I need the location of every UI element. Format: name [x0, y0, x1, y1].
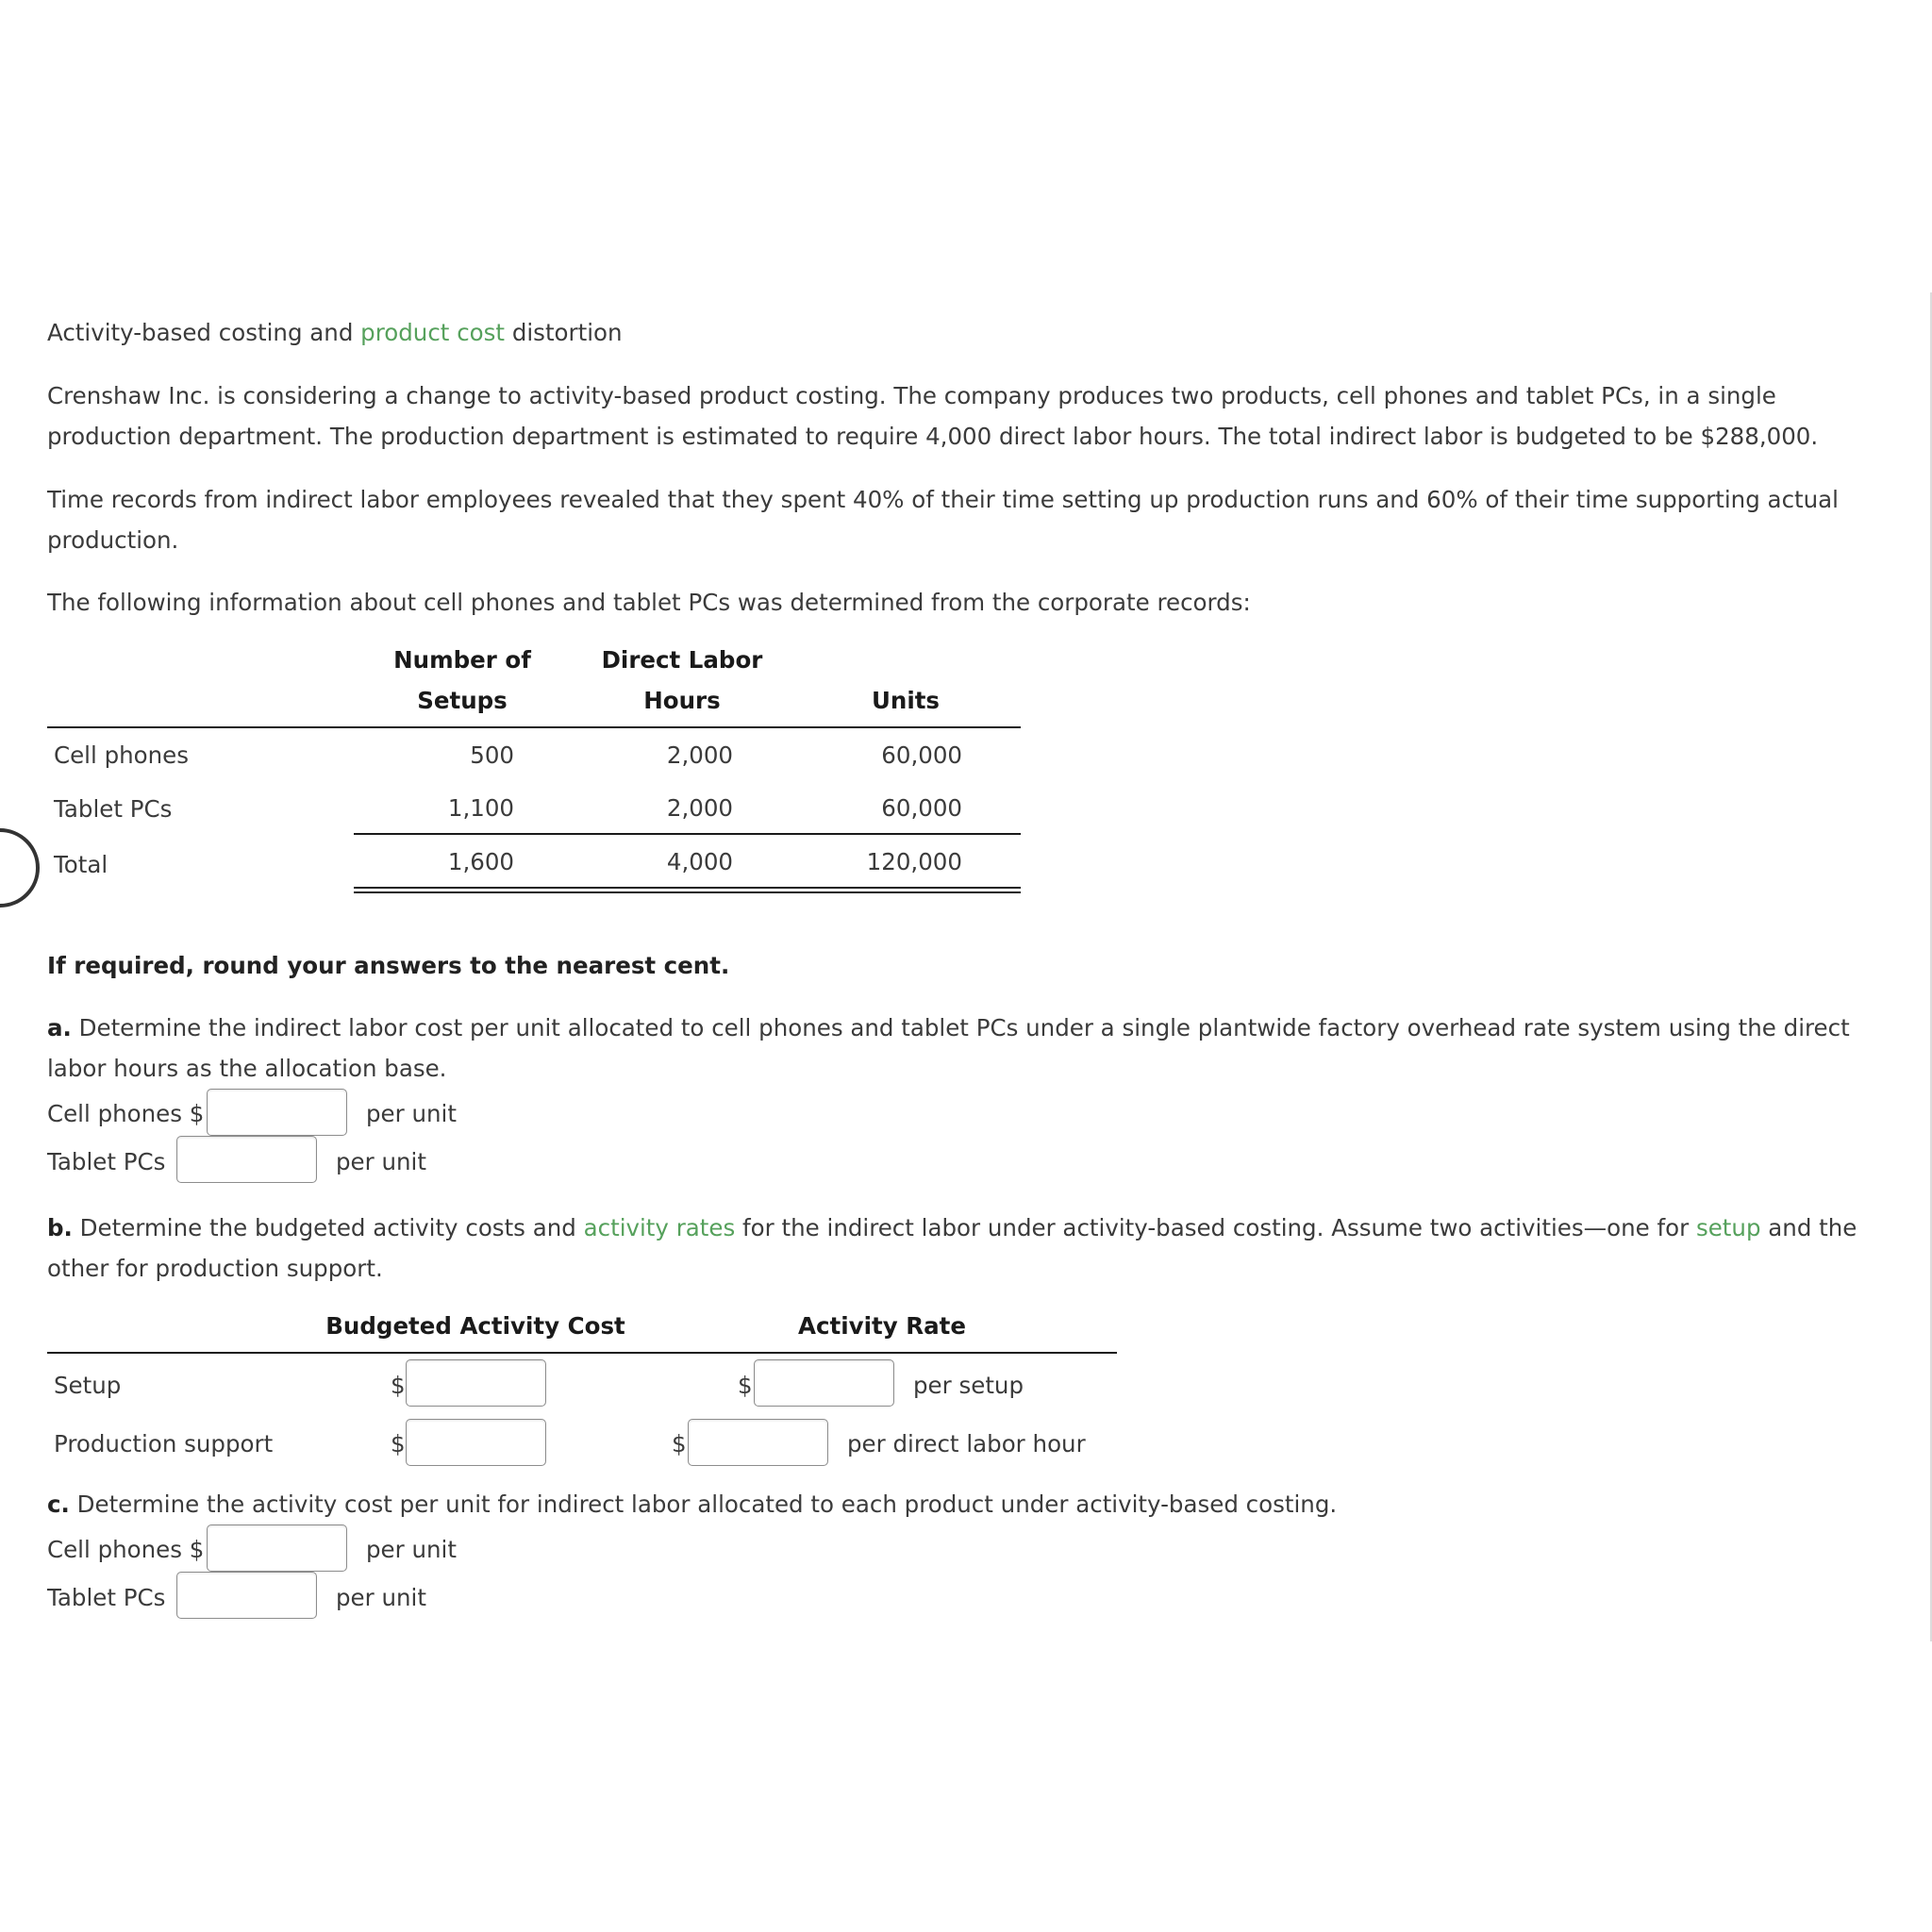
setup-rate-dollar: $: [738, 1372, 753, 1399]
activity-rates-link[interactable]: activity rates: [583, 1214, 736, 1241]
part-a-tablet-per-unit: per unit: [336, 1148, 426, 1175]
header-rule: [47, 726, 1021, 728]
tablet-setups: 1,100: [447, 794, 514, 822]
production-support-row-label: Production support: [54, 1430, 274, 1457]
setup-rate-input[interactable]: [754, 1359, 894, 1407]
total-dlh: 4,000: [666, 848, 733, 875]
part-b-question: b. Determine the budgeted activity costs and activity rates for the indirect labor under activity-based costing. Assume two activities—one for setup and the other for production support.: [47, 1214, 1857, 1282]
header-activity-rate: Activity Rate: [798, 1312, 966, 1340]
setup-cost-dollar: $: [391, 1372, 406, 1399]
per-setup-label: per setup: [913, 1372, 1024, 1399]
part-a-question: a. Determine the indirect labor cost per unit allocated to cell phones and tablet PCs under a single plantwide factory overhead rate system using the direct labor hours as the allocation base.: [47, 1014, 1850, 1082]
header-budgeted-activity-cost: Budgeted Activity Cost: [325, 1312, 625, 1340]
total-double-rule-top: [354, 887, 1021, 889]
cell-setups: 500: [470, 741, 514, 769]
support-cost-input[interactable]: [406, 1419, 546, 1466]
part-c-cell-phones-input[interactable]: [207, 1524, 347, 1572]
row-label-tablet-pcs: Tablet PCs: [54, 795, 173, 823]
support-cost-dollar: $: [391, 1430, 406, 1457]
header-units: Units: [871, 687, 941, 714]
cell-dlh: 2,000: [666, 741, 733, 769]
total-setups: 1,600: [447, 848, 514, 875]
setup-link[interactable]: setup: [1695, 1214, 1761, 1241]
part-b-header-rule: [47, 1352, 1117, 1354]
tablet-units: 60,000: [881, 794, 962, 822]
setup-cost-input[interactable]: [406, 1359, 546, 1407]
row-label-cell-phones: Cell phones: [54, 741, 190, 769]
header-dlh-line2: Hours: [643, 687, 721, 714]
support-rate-input[interactable]: [688, 1419, 828, 1466]
row-label-total: Total: [54, 851, 108, 878]
page-title: Activity-based costing and product cost distortion: [47, 319, 623, 346]
part-c-cell-phones-label: Cell phones $: [47, 1536, 205, 1563]
part-c-tablet-pcs-label: Tablet PCs: [47, 1584, 166, 1611]
intro-paragraph-1: Crenshaw Inc. is considering a change to activity-based product costing. The company produces two products, cell phones and tablet PCs, in a single production department. The production department is estimated to require 4,000 direct labor hours. The total indirect labor is budgeted to be $288,000.: [47, 382, 1819, 450]
part-a-cell-per-unit: per unit: [366, 1100, 457, 1127]
per-dlh-label: per direct labor hour: [847, 1430, 1086, 1457]
product-cost-link[interactable]: product cost: [360, 319, 506, 346]
header-dlh-line1: Direct Labor: [601, 646, 763, 674]
header-setups-line1: Number of: [393, 646, 531, 674]
intro-paragraph-3: The following information about cell phones and tablet PCs was determined from the corporate records:: [47, 589, 1251, 616]
part-c-cell-per-unit: per unit: [366, 1536, 457, 1563]
tablet-dlh: 2,000: [666, 794, 733, 822]
total-units: 120,000: [866, 848, 962, 875]
cell-units: 60,000: [881, 741, 962, 769]
intro-paragraph-2: Time records from indirect labor employees revealed that they spent 40% of their time setting up production runs and 60% of their time supporting actual production.: [47, 486, 1839, 554]
support-rate-dollar: $: [672, 1430, 687, 1457]
part-a-tablet-pcs-input[interactable]: [176, 1136, 317, 1183]
header-setups-line2: Setups: [417, 687, 508, 714]
page-edge-circle: [0, 828, 40, 908]
part-c-tablet-per-unit: per unit: [336, 1584, 426, 1611]
rounding-instruction: If required, round your answers to the nearest cent.: [47, 952, 730, 979]
part-a-tablet-pcs-label: Tablet PCs: [47, 1148, 166, 1175]
part-c-tablet-pcs-input[interactable]: [176, 1572, 317, 1619]
part-a-cell-phones-input[interactable]: [207, 1089, 347, 1136]
total-double-rule-bottom: [354, 891, 1021, 893]
subtotal-rule: [354, 833, 1021, 835]
part-c-question: c. Determine the activity cost per unit for indirect labor allocated to each product under activity-based costing.: [47, 1491, 1338, 1518]
part-a-cell-phones-label: Cell phones $: [47, 1100, 205, 1127]
setup-row-label: Setup: [54, 1372, 122, 1399]
